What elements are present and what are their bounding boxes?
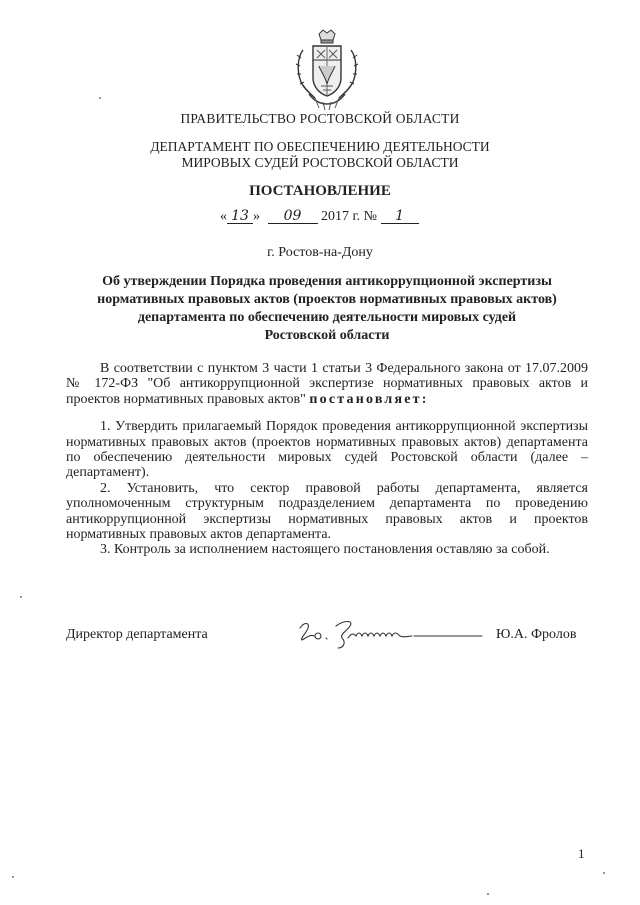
handwritten-signature	[296, 612, 486, 652]
signatory-role: Директор департамента	[66, 627, 208, 642]
date-open-quote: «	[220, 209, 227, 224]
date-year-and-number-label: 2017 г. №	[321, 209, 378, 224]
department-title	[0, 139, 640, 171]
scan-speck	[603, 872, 605, 874]
government-title: ПРАВИТЕЛЬСТВО РОСТОВСКОЙ ОБЛАСТИ	[180, 111, 460, 126]
rostov-oblast-coat-of-arms-icon	[295, 28, 359, 112]
date-close-quote: »	[253, 209, 260, 224]
document-body	[66, 361, 588, 558]
department-title-line-2: МИРОВЫХ СУДЕЙ РОСТОВСКОЙ ОБЛАСТИ	[181, 155, 459, 170]
handwritten-month: 09	[268, 209, 318, 224]
preamble-text: В соответствии с пунктом 3 части 1 статьи 3 Федерального закона от 17.07.2009 № 172-ФЗ "Об антикоррупционной экспертизе нормативных правовых актов и проектов нормативных правовых актов"	[66, 361, 588, 407]
handwritten-day: 13	[227, 209, 253, 224]
subject-line-2: нормативных правовых актов (проектов нормативных правовых актов)	[97, 292, 557, 307]
department-title-line-1: ДЕПАРТАМЕНТ ПО ОБЕСПЕЧЕНИЮ ДЕЯТЕЛЬНОСТИ	[150, 139, 490, 154]
scan-speck	[12, 876, 14, 878]
page-number: 1	[578, 846, 585, 861]
document-subject	[72, 273, 582, 345]
subject-line-4: Ростовской области	[264, 328, 390, 343]
item-3-paragraph: 3. Контроль за исполнением настоящего постановления оставляю за собой.	[100, 542, 550, 558]
handwritten-number: 1	[381, 209, 419, 224]
scan-speck	[20, 596, 22, 598]
preamble-paragraph	[66, 361, 588, 407]
signatory-name: Ю.А. Фролов	[496, 627, 577, 642]
subject-line-1: Об утверждении Порядка проведения антикоррупционной экспертизы	[102, 274, 552, 289]
subject-line-3: департамента по обеспечению деятельности мировых судей	[137, 310, 517, 325]
scan-speck	[487, 893, 489, 895]
city-line: г. Ростов-на-Дону	[267, 245, 373, 260]
document-date-number	[220, 209, 419, 225]
document-type-heading: ПОСТАНОВЛЕНИЕ	[249, 183, 391, 199]
item-1-paragraph: 1. Утвердить прилагаемый Порядок проведения антикоррупционной экспертизы нормативных правовых актов (проектов нормативных правовых актов) департамента по обеспечению деятельности мировых судей Ростовской области (далее – департамент).	[66, 419, 588, 481]
resolves-word: постановляет:	[309, 391, 429, 407]
item-2-paragraph: 2. Установить, что сектор правовой работы департамента, является уполномоченным структурным подразделением департамента по проведению антикоррупционной экспертизы нормативных правовых актов и проектов нормативных правовых актов департамента.	[66, 480, 588, 543]
scan-speck	[99, 97, 101, 99]
